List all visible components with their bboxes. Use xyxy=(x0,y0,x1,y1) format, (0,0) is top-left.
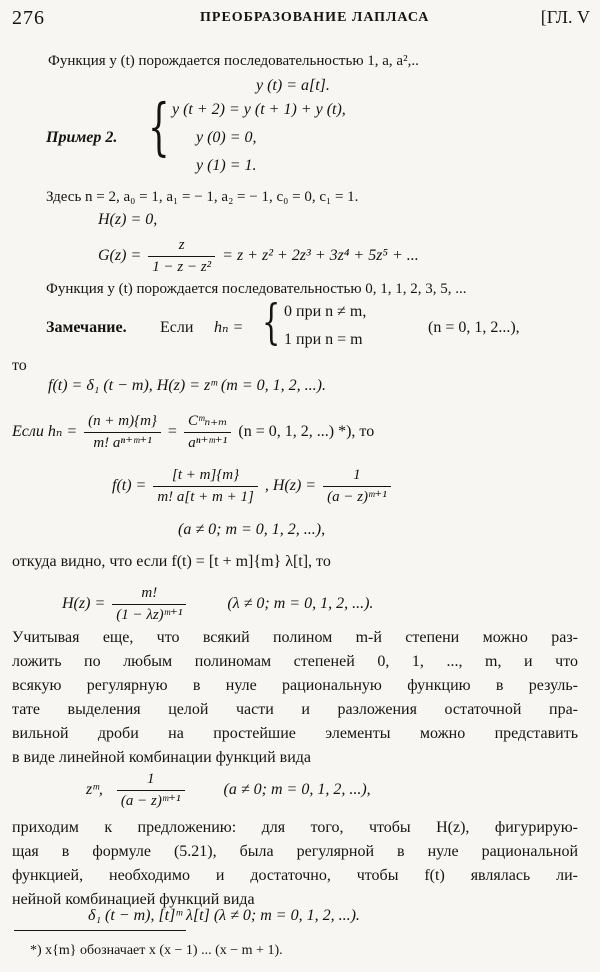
paragraph-line: щая в формуле (5.21), была регулярной в нуле рациональной xyxy=(12,843,578,860)
formula-line xyxy=(98,236,419,277)
system-equation: y (1) = 1. xyxy=(196,157,257,174)
paragraph-line: всякую регулярную в нуле рациональную функцию в резуль- xyxy=(12,677,578,694)
fraction xyxy=(184,412,231,453)
numerator: m! xyxy=(112,584,186,605)
system-equation: y (t + 2) = y (t + 1) + y (t), xyxy=(172,101,346,118)
formula-line: Если hₙ = $\frac{(n + m)\{m\}}{\text{m! aⁿ⁺ᵐ⁺¹}}$ = $\frac{\text{Cᵐₙ₊ₘ}}{\text{aⁿ⁺ᵐ⁺¹}}$ (n = 0, 1, 2, ...) *), то xyxy=(12,413,375,451)
paragraph-line: ложить по любым полиномам степеней 0, 1, ..., m, и что xyxy=(12,653,578,670)
fraction xyxy=(323,466,391,507)
paragraph-line: тате выделения целой части и разложения остаточной пра- xyxy=(12,701,578,718)
text-line: Здесь n = 2, a₀ = 1, a₁ = − 1, a₂ = − 1, c₀ = 0, c₁ = 1. xyxy=(46,189,359,205)
formula-mid: , H(z) = xyxy=(264,476,317,494)
numerator: 1 xyxy=(323,466,391,487)
formula: δ₁ (t − m), [t]ᵐ λ[t] (λ ≠ 0; m = 0, 1, 2, ...). xyxy=(88,907,360,924)
text-line: Функция y (t) порождается последовательностью 0, 1, 1, 2, 3, 5, ... xyxy=(46,281,467,297)
fraction xyxy=(84,412,161,453)
fraction xyxy=(117,770,185,811)
page-header xyxy=(12,6,590,32)
footnote: *) x{m} обозначает x (x − 1) ... (x − m + 1). xyxy=(30,943,283,958)
denominator: m! aⁿ⁺ᵐ⁺¹ xyxy=(93,434,152,451)
fraction xyxy=(112,584,186,625)
formula-tail: (a ≠ 0; m = 0, 1, 2, ...), xyxy=(223,780,371,798)
left-brace: { xyxy=(262,294,281,350)
numerator: (n + m){m} xyxy=(84,412,161,433)
numerator: z xyxy=(148,236,215,257)
formula-line xyxy=(112,466,394,507)
formula: f(t) = δ₁ (t − m), H(z) = zᵐ (m = 0, 1, 2, ...). xyxy=(48,377,326,394)
formula-tail: (n = 0, 1, 2, ...) *), то xyxy=(238,422,375,440)
text-line: откуда видно, что если f(t) = [t + m]{m} λ[t], то xyxy=(12,553,331,570)
denominator: (1 − λz)ᵐ⁺¹ xyxy=(116,606,183,623)
paragraph-line: Учитывая еще, что всякий полином m-й степени можно раз- xyxy=(12,629,578,646)
running-title: ПРЕОБРАЗОВАНИЕ ЛАПЛАСА xyxy=(200,10,430,25)
numerator: [t + m]{m} xyxy=(153,466,258,487)
chapter-label: [ГЛ. V xyxy=(540,7,590,27)
formula-lhs: G(z) = xyxy=(98,246,142,264)
formula-line xyxy=(62,584,373,625)
paragraph-line: приходим к предложению: для того, чтобы H(z), фигурирую- xyxy=(12,819,578,836)
remark-label: Замечание. xyxy=(46,319,127,336)
text-word: то xyxy=(12,357,27,374)
formula-lhs: f(t) = xyxy=(112,476,147,494)
fraction xyxy=(148,236,215,277)
remark-if: Если xyxy=(160,319,194,336)
paragraph-line: нейной комбинацией функций вида xyxy=(12,891,255,908)
denominator: m! a[t + m + 1] xyxy=(157,488,254,505)
paragraph-line: функцией, необходимо и достаточно, чтобы f(t) являлась ли- xyxy=(12,867,578,884)
formula: y (t) = a[t]. xyxy=(256,77,330,94)
denominator: (a − z)ᵐ⁺¹ xyxy=(120,792,181,809)
numerator: 1 xyxy=(117,770,185,791)
remark-range: (n = 0, 1, 2...), xyxy=(428,319,520,336)
example-label: Пример 2. xyxy=(46,129,118,146)
paragraph-line: вильной дроби на простейшие элементы можно представить xyxy=(12,725,578,742)
paragraph-line: в виде линейной комбинации функций вида xyxy=(12,749,311,766)
page-number: 276 xyxy=(12,7,45,29)
formula-line xyxy=(86,770,371,811)
case-line: 0 при n ≠ m, xyxy=(284,303,367,320)
denominator: aⁿ⁺ᵐ⁺¹ xyxy=(188,434,228,451)
numerator: Cᵐₙ₊ₘ xyxy=(184,412,231,433)
denominator: 1 − z − z² xyxy=(152,258,212,275)
formula-lhs: H(z) = xyxy=(62,594,106,612)
formula-rhs: = z + z² + 2z³ + 3z⁴ + 5z⁵ + ... xyxy=(222,246,419,264)
formula-lhs: Если hₙ = xyxy=(12,422,78,440)
left-brace: { xyxy=(148,90,170,163)
formula-tail: (λ ≠ 0; m = 0, 1, 2, ...). xyxy=(227,594,374,612)
formula: (a ≠ 0; m = 0, 1, 2, ...), xyxy=(178,521,326,538)
case-line: 1 при n = m xyxy=(284,331,363,348)
formula: H(z) = 0, xyxy=(98,211,158,228)
text-line: Функция y (t) порождается последовательностью 1, a, a²,.. xyxy=(48,53,419,69)
footnote-rule xyxy=(14,930,186,931)
fraction xyxy=(153,466,258,507)
system-equation: y (0) = 0, xyxy=(196,129,257,146)
formula-lhs: zᵐ, xyxy=(86,780,103,798)
denominator: (a − z)ᵐ⁺¹ xyxy=(327,488,387,505)
remark-hn: hₙ = xyxy=(214,319,244,336)
